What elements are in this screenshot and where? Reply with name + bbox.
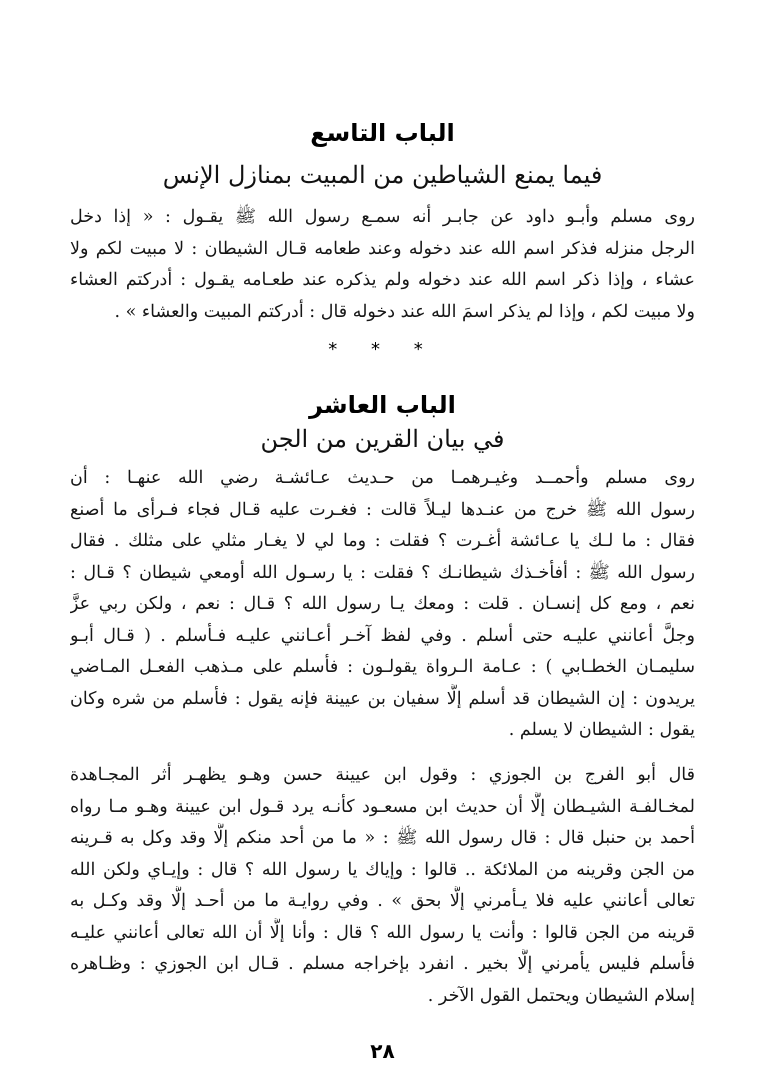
text-line: الرجل منزله فذكر اسم الله عند دخوله وعند طعامه قـال الشيطان : لا مبيت لكم ولا [70,238,695,259]
text-line: روى مسلم وأحمــد وغيـرهمـا من حـديث عـائشـة رضي الله عنهـا : أن [70,468,695,488]
text-line: من الجن وقرينه من الملائكة .. قالوا : وإياك يا رسول الله ؟ قال : وإيـاي ولكن الله [70,859,695,880]
chapter-9-heading: الباب التاسع [310,119,455,147]
chapter-10-heading: الباب العاشر [309,391,456,419]
page-number: ٢٨ [370,1039,395,1063]
text-line: إسلام الشيطان ويحتمل القول الآخر . [427,985,695,1006]
text-line: ولا مبيت لكم ، وإذا لم يذكر اسمَ الله عند دخوله قال : أدركتم المبيت والعشاء » . [114,301,695,322]
chapter-9-paragraph [70,202,695,328]
text-line: فأسلم فليس يأمرني إلَّا بخير . انفرد بإخراجه مسلم . قـال ابن الجوزي : وظـاهره [70,954,695,974]
text-line: قال أبو الفرج بن الجوزي : وقول ابن عيينة حسن وهـو يظهـر أثر المجـاهدة [70,765,695,785]
text-line: وجلَّ أعانني عليـه حتى أسلم . وفي لفظ آخـر أعـانني عليـه فـأسلم . ( قـال أبـو [70,625,695,646]
text-line: رسول الله ﷺ : أفأخـذك شيطانـك ؟ فقلت : يا رسـول الله أومعي شيطان ؟ قـال : [70,562,695,583]
chapter-10-subtitle: في بيان القرين من الجن [260,425,505,453]
text-line: قرينه من الجن قالوا : وأنت يا رسول الله ؟ قال : وأنا إلَّا أن الله تعالى أعانني عليـه [70,922,695,943]
text-line: يريدون : إن الشيطان قد أسلم إلَّا سفيان بن عيينة فإنه يقول : فأسلم من شره وكان [70,688,695,709]
text-line: نعم ، ومع كل إنسـان . قلت : ومعك يـا رسول الله ؟ قـال : نعم ، ولكن ربي عزَّ [70,594,695,614]
text-line: لمخـالفـة الشيـطان إلَّا أن حديث ابن مسعـود كأنـه يرد قـول ابن عيينة وهـو مـا رواه [70,796,695,817]
chapter-10-paragraph-1 [70,463,695,747]
section-separator: * * * [328,339,437,360]
chapter-9-subtitle: فيما يمنع الشياطين من المبيت بمنازل الإنس [162,161,603,189]
text-line: أحمد بن حنبل قال : قال رسول الله ﷺ : « ما من أحد منكم إلَّا وقد وكل به قـرينه [70,828,695,848]
text-line: فقال : ما لـك يا عـائشة أغـرت ؟ فقلت : وما لي لا يغـار مثلي على مثلك . فقال [70,531,695,551]
text-line: رسول الله ﷺ خرج من عنـدها ليـلاً قالت : فغـرت عليه قـال فجاء فـرأى ما أصنع [70,499,695,520]
text-line: تعالى أعانني عليه فلا يـأمرني إلَّا بحق » . وفي روايـة ما من أحـد إلَّا وقد وكـل به [70,891,695,911]
text-line: يقول : الشيطان لا يسلم . [508,720,695,740]
text-line: عشاء ، وإذا ذكر اسم الله عند دخوله ولم يذكره عند طعـامه يقـول : أدركتم العشاء [70,270,695,290]
text-line: روى مسلم وأبـو داود عن جابـر أنه سمـع رسول الله ﷺ يقـول : « إذا دخل [70,207,695,227]
text-line: سليمـان الخطـابي ) : عـامة الـرواة يقولـون : فأسلم على مـذهب الفعـل المـاضي [70,657,695,677]
chapter-10-paragraph-2 [70,760,695,1012]
